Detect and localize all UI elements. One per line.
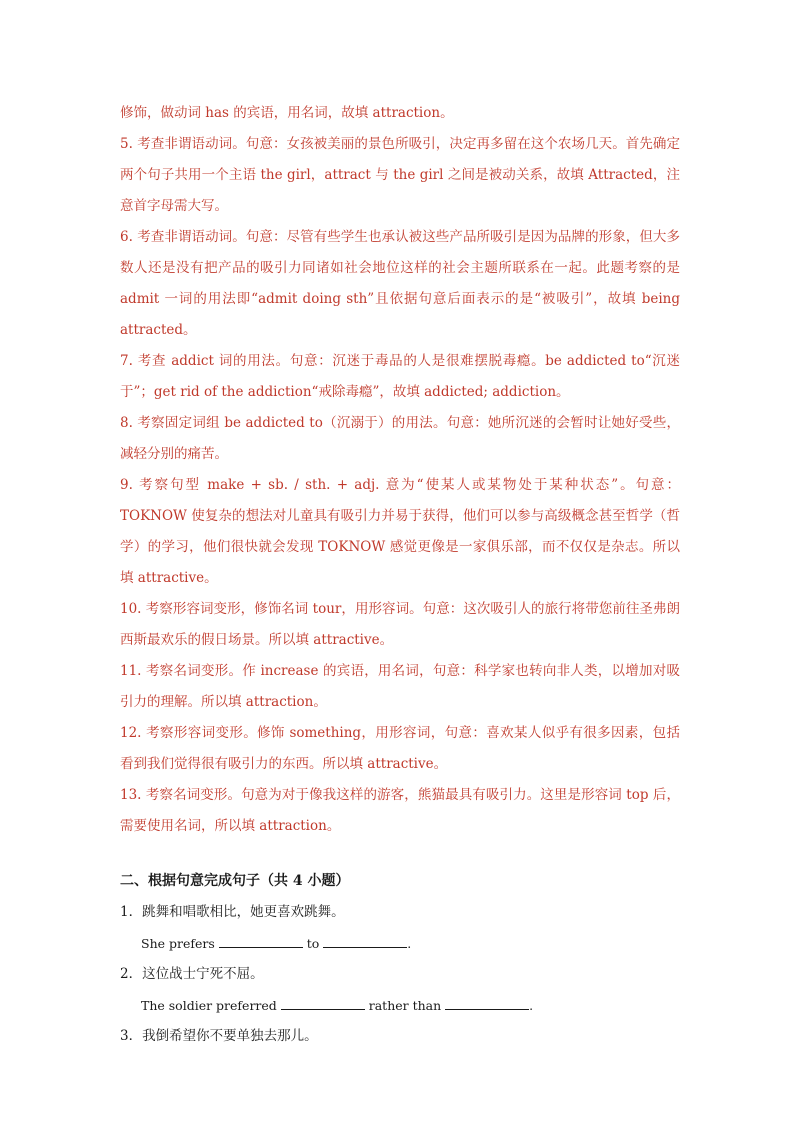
question-1-text-c: . <box>407 936 412 951</box>
question-2-en <box>120 990 680 1021</box>
answer-blank[interactable] <box>323 933 407 948</box>
question-2-cn: 2．这位战士宁死不屈。 <box>120 966 264 982</box>
answer-explanation-6: 6. 考查非谓语动词。句意：尽管有些学生也承认被这些产品所吸引是因为品牌的形象，但大多数人还是没有把产品的吸引力同诸如社会地位这样的社会主题所联系在一起。此题考察的是 admit 一词的用法即“admit doing sth”且依据句意后面表示的是“被吸引”，故填 being attracted。 <box>120 229 680 338</box>
answer-explanation-12: 12. 考察形容词变形。修饰 something，用形容词，句意：喜欢某人似乎有很多因素，包括看到我们觉得很有吸引力的东西。所以填 attractive。 <box>120 725 680 772</box>
answer-blank[interactable] <box>219 933 303 948</box>
answer-explanation-13: 13. 考察名词变形。句意为对于像我这样的游客，熊猫最具有吸引力。这里是形容词 top 后，需要使用名词，所以填 attraction。 <box>120 787 680 834</box>
answer-blank[interactable] <box>281 995 365 1010</box>
question-2-text-a: The soldier preferred <box>141 998 281 1013</box>
section-title: 二、根据句意完成句子（共 4 小题） <box>120 873 350 889</box>
answer-explanation-8: 8. 考察固定词组 be addicted to（沉溺于）的用法。句意：她所沉迷的会暂时让她好受些，减轻分别的痛苦。 <box>120 415 680 462</box>
question-3-cn: 3．我倒希望你不要单独去那儿。 <box>120 1028 318 1044</box>
question-1-text-b: to <box>302 936 324 951</box>
question-2-text-b: rather than <box>364 998 446 1013</box>
question-1-cn: 1．跳舞和唱歌相比，她更喜欢跳舞。 <box>120 904 345 920</box>
spacer <box>120 842 680 866</box>
page-content <box>120 98 680 1052</box>
answer-explanation-10: 10. 考察形容词变形，修饰名词 tour，用形容词。句意：这次吸引人的旅行将带您前往圣弗朗西斯最欢乐的假日场景。所以填 attractive。 <box>120 601 680 648</box>
answer-explanation-11: 11. 考察名词变形。作 increase 的宾语，用名词，句意：科学家也转向非人类，以增加对吸引力的理解。所以填 attraction。 <box>120 663 680 710</box>
question-1-en <box>120 928 680 959</box>
question-2-text-c: . <box>529 998 534 1013</box>
question-1-text-a: She prefers <box>141 936 219 951</box>
answer-explanation-4-tail: 修饰，做动词 has 的宾语，用名词，故填 attraction。 <box>120 105 454 121</box>
answer-explanation-5: 5. 考查非谓语动词。句意：女孩被美丽的景色所吸引，决定再多留在这个农场几天。首先确定两个句子共用一个主语 the girl，attract 与 the girl 之间是被动关系，故填 Attracted，注意首字母需大写。 <box>120 136 680 214</box>
answer-blank[interactable] <box>445 995 529 1010</box>
answer-explanation-9: 9. 考察句型 make + sb. / sth. + adj. 意为“使某人或某物处于某种状态”。句意：TOKNOW 使复杂的想法对儿童具有吸引力并易于获得，他们可以参与高级概念甚至哲学（哲学）的学习，他们很快就会发现 TOKNOW 感觉更像是一家俱乐部，而不仅仅是杂志。所以填 attractive。 <box>120 477 680 586</box>
answer-explanation-7: 7. 考查 addict 词的用法。句意：沉迷于毒品的人是很难摆脱毒瘾。be addicted to“沉迷于”；get rid of the addiction“戒除毒瘾”，故填 addicted; addiction。 <box>120 353 680 400</box>
